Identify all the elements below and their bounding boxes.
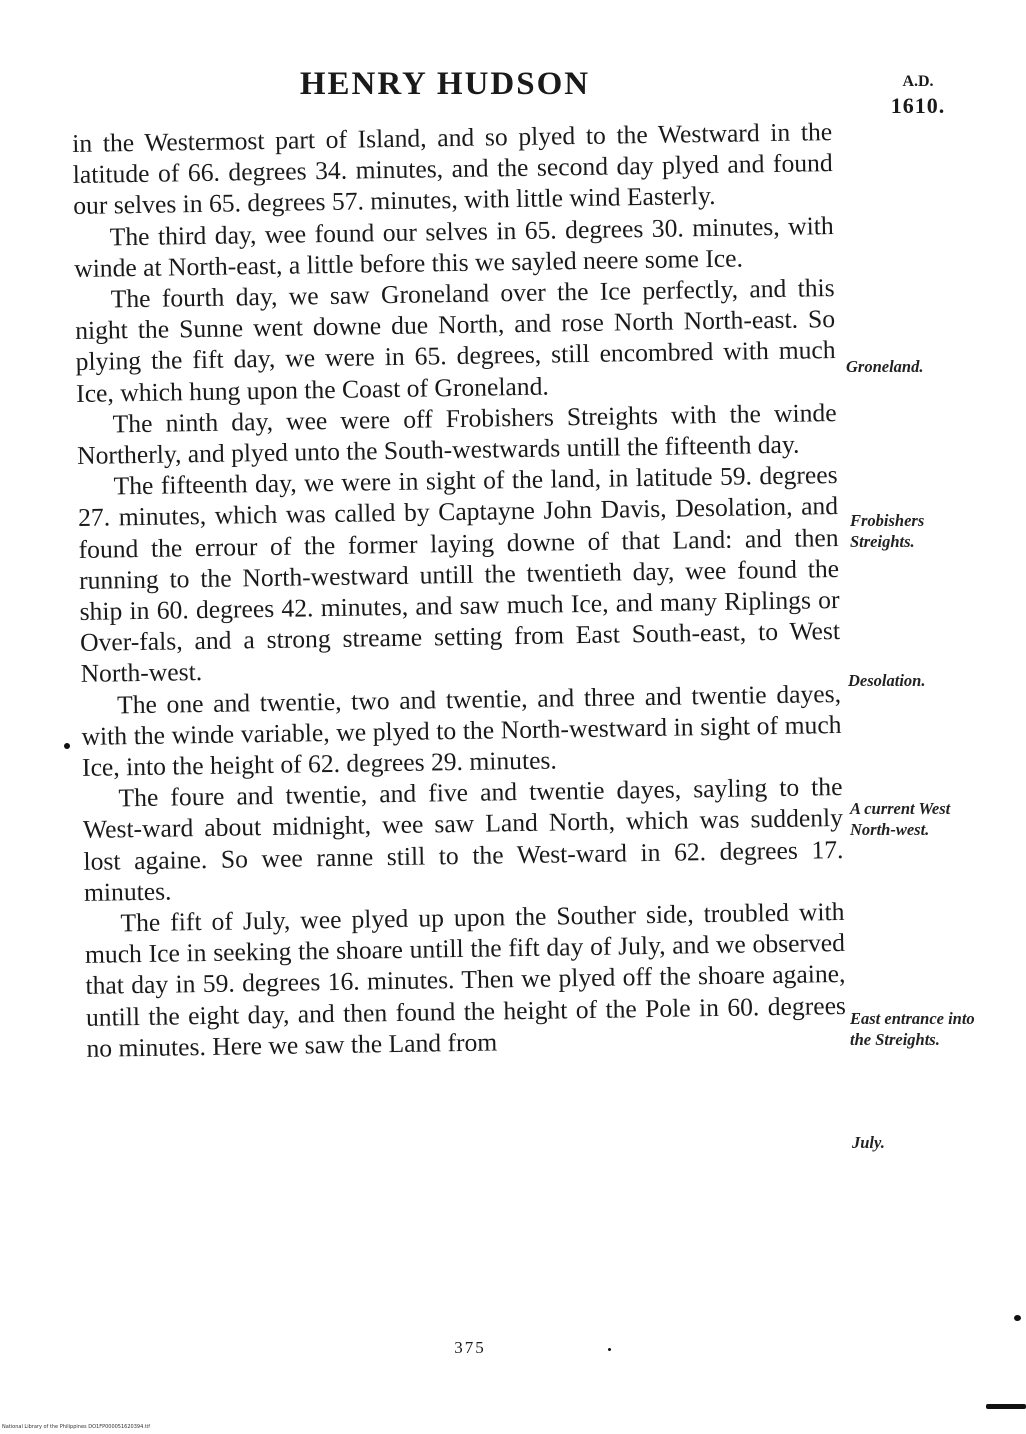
ink-speck <box>64 743 70 749</box>
paragraph: The third day, wee found our selves in 65. degrees 30. minutes, with winde at North-east, a little before this we sayled neere some Ice. <box>73 210 834 283</box>
paragraph: in the Westermost part of Island, and so plyed to the Westward in the latitude of 66. degrees 34. minutes, and the second day plyed and found our selves in 65. degrees 57. minutes, with little wind Easterly. <box>72 117 833 221</box>
margin-note-july: July. <box>852 1133 885 1152</box>
year-marker <box>878 70 958 118</box>
scan-credit: National Library of the Philippines DO1FP000051620394.tif <box>2 1424 150 1430</box>
ink-speck <box>608 1348 611 1351</box>
body-text <box>72 116 847 1064</box>
margin-note-desolation: Desolation. <box>848 671 926 690</box>
ink-speck <box>1014 1315 1021 1321</box>
paragraph: The ninth day, wee were off Frobishers Streights with the winde Northerly, and plyed unto the South-westwards untill the fifteenth day. <box>76 397 837 470</box>
margin-note-current: A current West North-west. <box>850 799 951 839</box>
margin-note-frobishers: Frobishers Streights. <box>850 511 925 551</box>
margin-note-east-entrance: East entrance into the Streights. <box>850 1009 975 1049</box>
paragraph: The fifteenth day, we were in sight of the land, in latitude 59. degrees 27. minutes, which was called by Captayne John Davis, Desolation, and found the errour of the former laying downe of that Land: and then running to the North-westward untill the twentieth day, wee found the ship in 60. degrees 42. minutes, and saw much Ice, and many Riplings or Over-fals, and a strong streame setting from East South-east, to West North-west. <box>77 460 841 689</box>
paragraph: The one and twentie, two and twentie, and three and twentie dayes, with the winde variable, we plyed to the North-westward in sight of much Ice, into the height of 62. degrees 29. minutes. <box>81 678 842 782</box>
paragraph: The fift of July, wee plyed up upon the Souther side, troubled with much Ice in seeking the shoare untill the fift day of July, and we observed that day in 59. degrees 16. minutes. Then we plyed off the shoare againe, untill the eight day, and then found the height of the Pole in 60. degrees no minutes. Here we saw the Land from <box>84 897 847 1063</box>
margin-note-groneland: Groneland. <box>846 357 924 376</box>
paragraph: The fourth day, we saw Groneland over the Ice perfectly, and this night the Sunne went downe due North, and rose North North-east. So plying the fift day, we were in 65. degrees, still encombred with much Ice, which hung upon the Coast of Groneland. <box>74 273 836 408</box>
page-number: 375 <box>454 1338 486 1357</box>
year-value: 1610. <box>890 93 946 118</box>
paragraph: The foure and twentie, and five and twentie dayes, sayling to the West-ward about midnight, wee saw Land North, which was suddenly lost againe. So wee ranne still to the West-ward in 62. degrees 17. minutes. <box>82 772 844 907</box>
year-label: A.D. <box>902 73 934 90</box>
scan-edge-mark <box>986 1404 1026 1409</box>
running-title: HENRY HUDSON <box>299 66 591 102</box>
